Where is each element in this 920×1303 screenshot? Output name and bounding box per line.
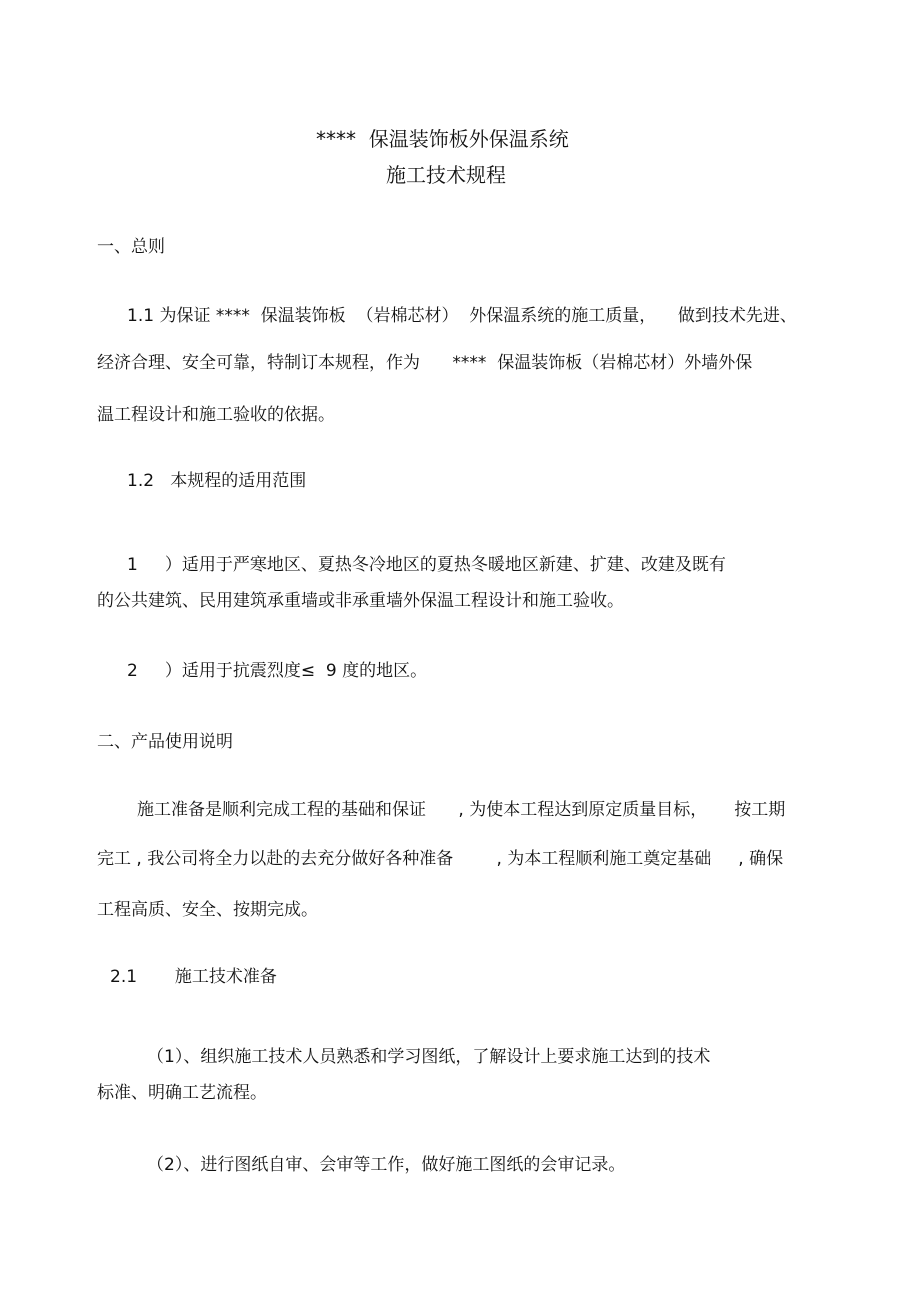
- para-1-1-line2: 经济合理、安全可靠，特制订本规程，作为 **** 保温装饰板（岩棉芯材）外墙外保: [97, 353, 753, 373]
- scope-item2: 2 ）适用于抗震烈度≤ 9 度的地区。: [127, 661, 428, 681]
- section2-intro-line3: 工程高质、安全、按期完成。: [97, 900, 318, 920]
- step2: （2）、进行图纸自审、会审等工作，做好施工图纸的会审记录。: [147, 1155, 626, 1175]
- section2-intro-line1: 施工准备是顺利完成工程的基础和保证 , 为使本工程达到原定质量目标， 按工期: [137, 800, 786, 820]
- para-1-1-line3: 温工程设计和施工验收的依据。: [97, 405, 335, 425]
- section2-heading: 二、产品使用说明: [97, 732, 233, 752]
- scope-item1-line1: 1 ）适用于严寒地区、夏热冬冷地区的夏热冬暖地区新建、扩建、改建及既有: [127, 555, 726, 575]
- section2-intro-line2: 完工 , 我公司将全力以赴的去充分做好各种准备 , 为本工程顺利施工奠定基础 , 确保: [97, 849, 784, 869]
- doc-title-line1: **** 保温装饰板外保温系统: [316, 127, 569, 151]
- para-2-1-heading: 2.1 施工技术准备: [110, 967, 277, 987]
- doc-title-line2: 施工技术规程: [386, 163, 506, 187]
- scope-item1-line2: 的公共建筑、民用建筑承重墙或非承重墙外保温工程设计和施工验收。: [97, 591, 624, 611]
- para-1-2-heading: 1.2 本规程的适用范围: [127, 471, 307, 491]
- para-1-1-line1: 1.1 为保证 **** 保温装饰板 （岩棉芯材） 外保温系统的施工质量， 做到技术先进、: [127, 306, 797, 326]
- step1-line1: （1）、组织施工技术人员熟悉和学习图纸，了解设计上要求施工达到的技术: [147, 1047, 711, 1067]
- section1-heading: 一、总则: [97, 237, 165, 257]
- step1-line2: 标准、明确工艺流程。: [97, 1083, 267, 1103]
